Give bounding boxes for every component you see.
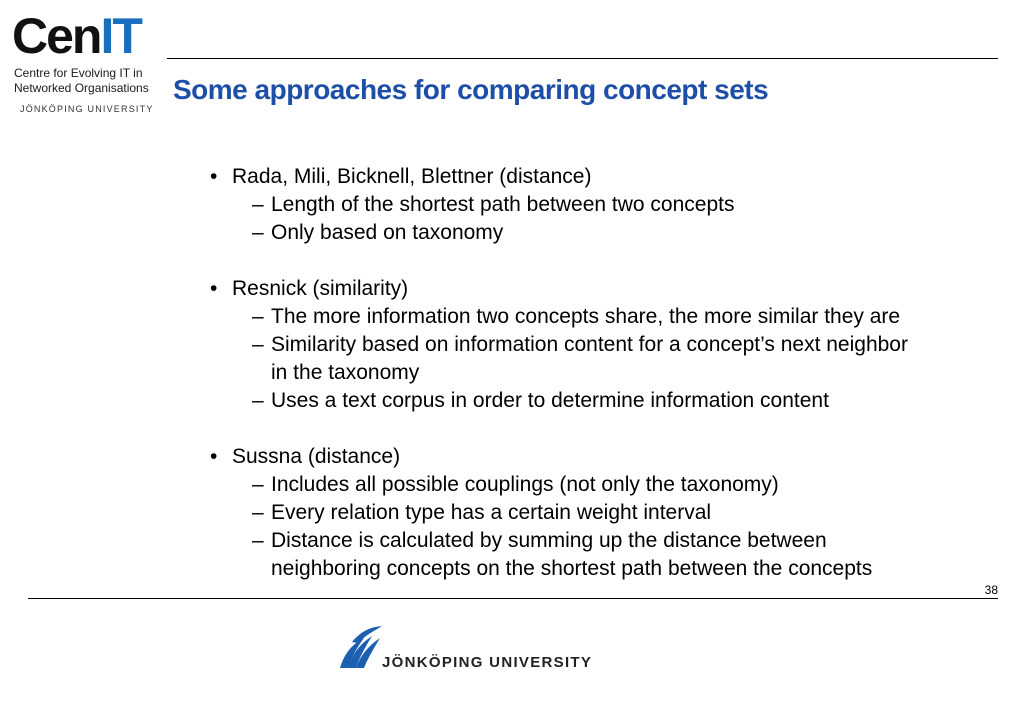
sub-item-text: The more information two concepts share, the more similar they are — [271, 305, 901, 328]
sub-item — [210, 331, 1000, 387]
sub-item — [210, 527, 1000, 583]
bottom-divider — [28, 598, 998, 599]
dash-marker: – — [252, 333, 264, 356]
sub-item — [210, 303, 1000, 331]
logo-line2: Networked Organisations — [14, 81, 149, 95]
cenit-logo — [12, 8, 164, 118]
bullet-marker: • — [210, 165, 218, 188]
bullet-text: Resnick (similarity) — [232, 277, 409, 300]
dash-marker: – — [252, 193, 264, 216]
logo-cen: Cen — [12, 8, 101, 64]
bullet-item — [210, 275, 1000, 303]
sub-item-text: Distance is calculated by summing up the distance between neighboring concepts on the shortest path between the concepts — [271, 529, 873, 580]
dash-marker: – — [252, 473, 264, 496]
university-logo — [338, 624, 593, 674]
logo-subtitle — [14, 66, 149, 96]
dash-marker: – — [252, 529, 264, 552]
logo-university: JÖNKÖPING UNIVERSITY — [20, 104, 154, 114]
bullet-item — [210, 163, 1000, 191]
sub-item — [210, 471, 1000, 499]
slide-title: Some approaches for comparing concept sets — [173, 74, 769, 105]
slide-content — [210, 163, 1000, 611]
sub-item — [210, 219, 1000, 247]
bullet-text: Rada, Mili, Bicknell, Blettner (distance) — [232, 165, 592, 188]
sub-item-text: Every relation type has a certain weight interval — [271, 501, 712, 524]
sub-item — [210, 499, 1000, 527]
university-name: JÖNKÖPING UNIVERSITY — [382, 654, 593, 671]
section-rada — [210, 163, 1000, 247]
sub-item-text: Similarity based on information content for a concept’s next neighbor in the taxonomy — [271, 333, 908, 384]
bullet-text: Sussna (distance) — [232, 445, 401, 468]
sub-item-text: Uses a text corpus in order to determine information content — [271, 389, 829, 412]
dash-marker: – — [252, 221, 264, 244]
dash-marker: – — [252, 389, 264, 412]
university-emblem-icon — [338, 624, 384, 670]
sub-item-text: Length of the shortest path between two concepts — [271, 193, 735, 216]
bullet-marker: • — [210, 445, 218, 468]
page-number: 38 — [984, 583, 998, 597]
dash-marker: – — [252, 305, 264, 328]
dash-marker: – — [252, 501, 264, 524]
top-divider — [167, 58, 998, 59]
sub-item — [210, 387, 1000, 415]
bullet-marker: • — [210, 277, 218, 300]
bullet-item — [210, 443, 1000, 471]
sub-item-text: Only based on taxonomy — [271, 221, 504, 244]
section-sussna — [210, 443, 1000, 583]
logo-wordmark — [12, 8, 141, 64]
logo-line1: Centre for Evolving IT in — [14, 66, 143, 80]
sub-item-text: Includes all possible couplings (not only the taxonomy) — [271, 473, 779, 496]
logo-it: IT — [100, 8, 141, 64]
sub-item — [210, 191, 1000, 219]
section-resnick — [210, 275, 1000, 415]
